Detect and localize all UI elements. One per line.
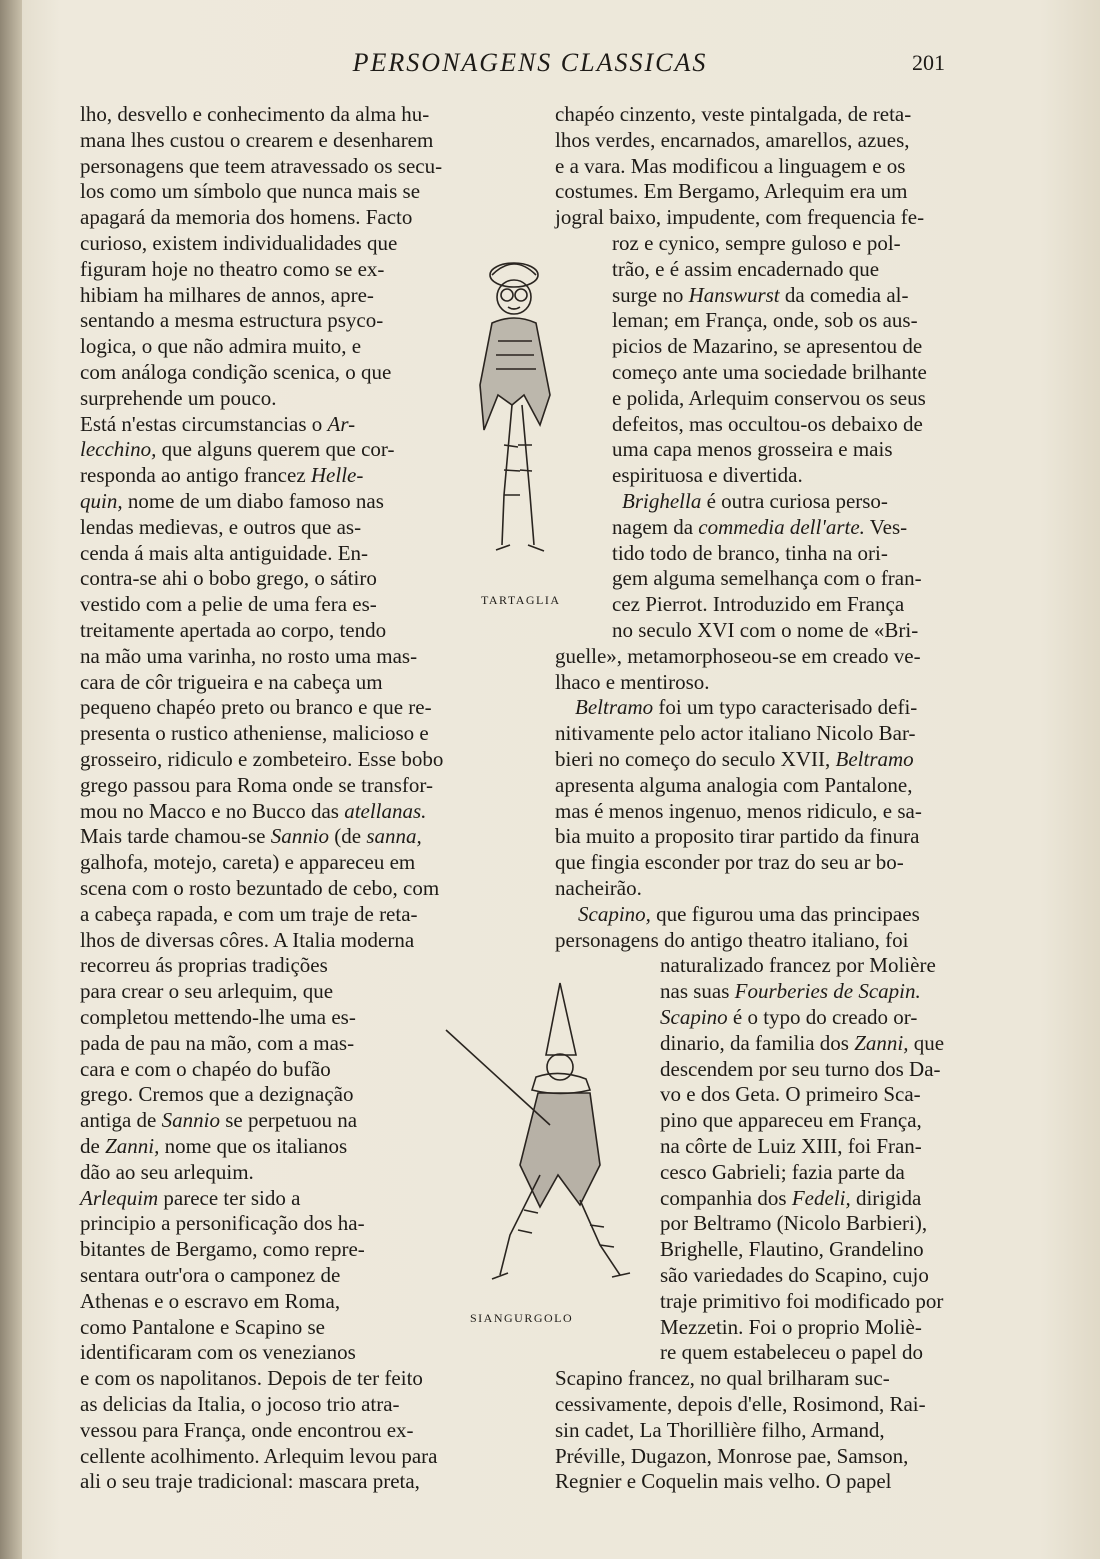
text-line: sentando a mesma estructura psyco- xyxy=(80,308,384,333)
text-line: e a vara. Mas modificou a linguagem e os xyxy=(555,153,906,178)
text-line: surge no Hanswurst da comedia al- xyxy=(612,282,909,307)
page-number: 201 xyxy=(912,50,945,75)
text-line: como Pantalone e Scapino se xyxy=(80,1314,325,1339)
text-line: treitamente apertada ao corpo, tendo xyxy=(80,618,387,642)
text-line: nitivamente pelo actor italiano Nicolo Bar- xyxy=(555,721,916,746)
text-line: presenta o rustico atheniense, malicioso e xyxy=(80,721,429,746)
text-line: roz e cynico, sempre guloso e pol- xyxy=(612,231,901,255)
text-line: descendem por seu turno dos Da- xyxy=(660,1056,941,1081)
book-gutter xyxy=(0,0,22,1559)
text-line: surprehende um pouco. xyxy=(80,385,277,410)
text-line: vo e dos Geta. O primeiro Sca- xyxy=(660,1082,921,1107)
text-line: no seculo XVI com o nome de «Bri- xyxy=(612,618,919,642)
text-line: re quem estabeleceu o papel do xyxy=(660,1340,923,1365)
text-line: lho, desvello e conhecimento da alma hu- xyxy=(80,102,430,126)
text-line: identificaram com os venezianos xyxy=(80,1340,356,1365)
text-line: personagens que teem atravessado os secu- xyxy=(80,153,443,178)
text-line: grosseiro, ridiculo e zombeteiro. Esse bobo xyxy=(80,747,444,771)
text-line: grego passou para Roma onde se transfor- xyxy=(80,772,433,797)
text-line: nacheirão. xyxy=(555,876,642,900)
text-line: galhofa, motejo, careta) e appareceu em xyxy=(80,850,416,875)
text-line: dão ao seu arlequim. xyxy=(80,1159,254,1184)
text-line: los como um símbolo que nunca mais se xyxy=(80,179,421,204)
text-line: Arlequim parece ter sido a xyxy=(80,1185,301,1210)
text-line: pequeno chapéo preto ou branco e que re- xyxy=(80,695,432,720)
text-line: para crear o seu arlequim, que xyxy=(80,979,334,1004)
text-line: bieri no começo do seculo XVII, Beltramo xyxy=(555,747,914,771)
text-line: a cabeça rapada, e com um traje de reta- xyxy=(80,901,418,926)
text-line: cellente acolhimento. Arlequim levou para xyxy=(80,1443,438,1468)
text-line: responda ao antigo francez Helle- xyxy=(80,463,364,488)
text-line: leman; em França, onde, sob os aus- xyxy=(612,308,918,333)
text-line: lecchino, que alguns querem que cor- xyxy=(80,437,395,462)
text-line: cenda á mais alta antiguidade. En- xyxy=(80,540,369,565)
text-line: Beltramo foi um typo caracterisado defi- xyxy=(575,695,918,720)
text-line: pino que appareceu em França, xyxy=(660,1108,922,1133)
text-line: cesco Gabrieli; fazia parte da xyxy=(660,1159,905,1184)
text-line: bia muito a proposito tirar partido da finura xyxy=(555,824,920,849)
text-line: curioso, existem individualidades que xyxy=(80,231,398,255)
text-line: ali o seu traje tradicional: mascara preta, xyxy=(80,1469,420,1494)
text-line: Brighella é outra curiosa perso- xyxy=(622,489,888,513)
text-line: mou no Macco e no Bucco das atellanas. xyxy=(80,798,427,823)
text-line: Regnier e Coquelin mais velho. O papel xyxy=(555,1469,892,1494)
text-line: principio a personificação dos ha- xyxy=(80,1211,365,1236)
text-line: espirituosa e divertida. xyxy=(612,463,803,488)
text-line: começo ante uma sociedade brilhante xyxy=(612,360,927,384)
text-line: na mão uma varinha, no rosto uma mas- xyxy=(80,643,418,668)
text-line: figuram hoje no theatro como se ex- xyxy=(80,256,385,281)
text-line: Préville, Dugazon, Monrose pae, Samson, xyxy=(555,1443,909,1468)
text-line: apagará da memoria dos homens. Facto xyxy=(80,205,413,230)
text-line: guelle», metamorphoseou-se em creado ve- xyxy=(555,643,921,668)
text-line: companhia dos Fedeli, dirigida xyxy=(660,1185,922,1210)
text-line: nas suas Fourberies de Scapin. xyxy=(660,979,921,1004)
text-line: Scapino francez, no qual brilharam suc- xyxy=(555,1366,890,1391)
text-line: sentara outr'ora o camponez de xyxy=(80,1263,341,1287)
tartaglia-illustration xyxy=(452,245,592,580)
text-line: jogral baixo, impudente, com frequencia fe- xyxy=(555,205,925,230)
text-line: lhos de diversas côres. A Italia moderna xyxy=(80,927,415,952)
text-line: apresenta alguma analogia com Pantalone, xyxy=(555,772,913,797)
text-line: com análoga condição scenica, o que xyxy=(80,360,392,384)
text-line: cessivamente, depois d'elle, Rosimond, Rai- xyxy=(555,1392,926,1416)
text-line: mana lhes custou o crearem e desenharem xyxy=(80,127,434,152)
text-line: cara de côr trigueira e na cabeça um xyxy=(80,669,383,694)
text-line: na côrte de Luiz XIII, foi Fran- xyxy=(660,1134,922,1158)
text-line: vessou para França, onde encontrou ex- xyxy=(80,1417,414,1442)
text-line: scena com o rosto bezuntado de cebo, com xyxy=(80,876,440,900)
text-line: bitantes de Bergamo, como repre- xyxy=(80,1237,365,1262)
text-line: grego. Cremos que a dezignação xyxy=(80,1082,354,1107)
text-line: e com os napolitanos. Depois de ter feito xyxy=(80,1366,423,1391)
text-line: cara e com o chapéo do bufão xyxy=(80,1056,331,1081)
sianguirgolo-caption: SIANGURGOLO xyxy=(470,1311,574,1325)
text-line: lendas medievas, e outros que as- xyxy=(80,514,362,539)
text-line: personagens do antigo theatro italiano, foi xyxy=(555,927,909,952)
text-line: pada de pau na mão, com a mas- xyxy=(80,1030,355,1055)
text-line: traje primitivo foi modificado por xyxy=(660,1288,944,1313)
text-line: as delicias da Italia, o jocoso trio atra- xyxy=(80,1392,400,1416)
text-line: Está n'estas circumstancias o Ar- xyxy=(80,411,356,436)
text-line: defeitos, mas occultou-os debaixo de xyxy=(612,411,923,436)
text-line: sin cadet, La Thorillière filho, Armand, xyxy=(555,1417,885,1442)
text-line: picios de Mazarino, se apresentou de xyxy=(612,334,923,359)
text-line: que fingia esconder por traz do seu ar bo- xyxy=(555,850,904,875)
text-line: vestido com a pelie de uma fera es- xyxy=(80,592,377,617)
text-line: costumes. Em Bergamo, Arlequim era um xyxy=(555,179,908,204)
text-line: quin, nome de um diabo famoso nas xyxy=(80,489,384,513)
sianguirgolo-illustration xyxy=(440,975,650,1295)
text-line: uma capa menos grosseira e mais xyxy=(612,437,893,462)
text-line: naturalizado francez por Molière xyxy=(660,953,936,978)
text-line: dinario, da familia dos Zanni, que xyxy=(660,1030,945,1055)
text-line: são variedades do Scapino, cujo xyxy=(660,1263,929,1287)
text-line: contra-se ahi o bobo grego, o sátiro xyxy=(80,566,377,591)
running-header-title: PERSONAGENS CLASSICAS xyxy=(352,48,708,77)
text-line: por Beltramo (Nicolo Barbieri), xyxy=(660,1211,928,1236)
text-line: antiga de Sannio se perpetuou na xyxy=(80,1108,358,1133)
tartaglia-caption: TARTAGLIA xyxy=(481,593,561,607)
text-line: de Zanni, nome que os italianos xyxy=(80,1134,348,1158)
text-line: e polida, Arlequim conservou os seus xyxy=(612,385,926,410)
text-line: trão, e é assim encadernado que xyxy=(612,256,880,281)
text-line: lhos verdes, encarnados, amarellos, azues, xyxy=(555,127,910,152)
text-line: lhaco e mentiroso. xyxy=(555,669,710,694)
text-line: Mais tarde chamou-se Sannio (de sanna, xyxy=(80,824,422,849)
text-line: Athenas e o escravo em Roma, xyxy=(80,1288,341,1313)
text-line: tido todo de branco, tinha na ori- xyxy=(612,540,888,565)
text-line: nagem da commedia dell'arte. Ves- xyxy=(612,514,908,539)
text-line: gem alguma semelhança com o fran- xyxy=(612,566,922,591)
text-line: mas é menos ingenuo, menos ridiculo, e sa- xyxy=(555,798,922,823)
text-line: Scapino é o typo do creado or- xyxy=(660,1005,918,1029)
text-line: cez Pierrot. Introduzido em França xyxy=(612,592,905,617)
text-line: completou mettendo-lhe uma es- xyxy=(80,1005,356,1029)
text-line: Brighelle, Flautino, Grandelino xyxy=(660,1237,924,1262)
text-line: Mezzetin. Foi o proprio Moliè- xyxy=(660,1314,922,1339)
text-line: recorreu ás proprias tradições xyxy=(80,953,328,978)
text-line: logica, o que não admira muito, e xyxy=(80,334,362,359)
text-line: hibiam ha milhares de annos, apre- xyxy=(80,282,374,307)
text-line: Scapino, que figurou uma das principaes xyxy=(578,901,920,926)
text-line: chapéo cinzento, veste pintalgada, de reta- xyxy=(555,102,912,126)
